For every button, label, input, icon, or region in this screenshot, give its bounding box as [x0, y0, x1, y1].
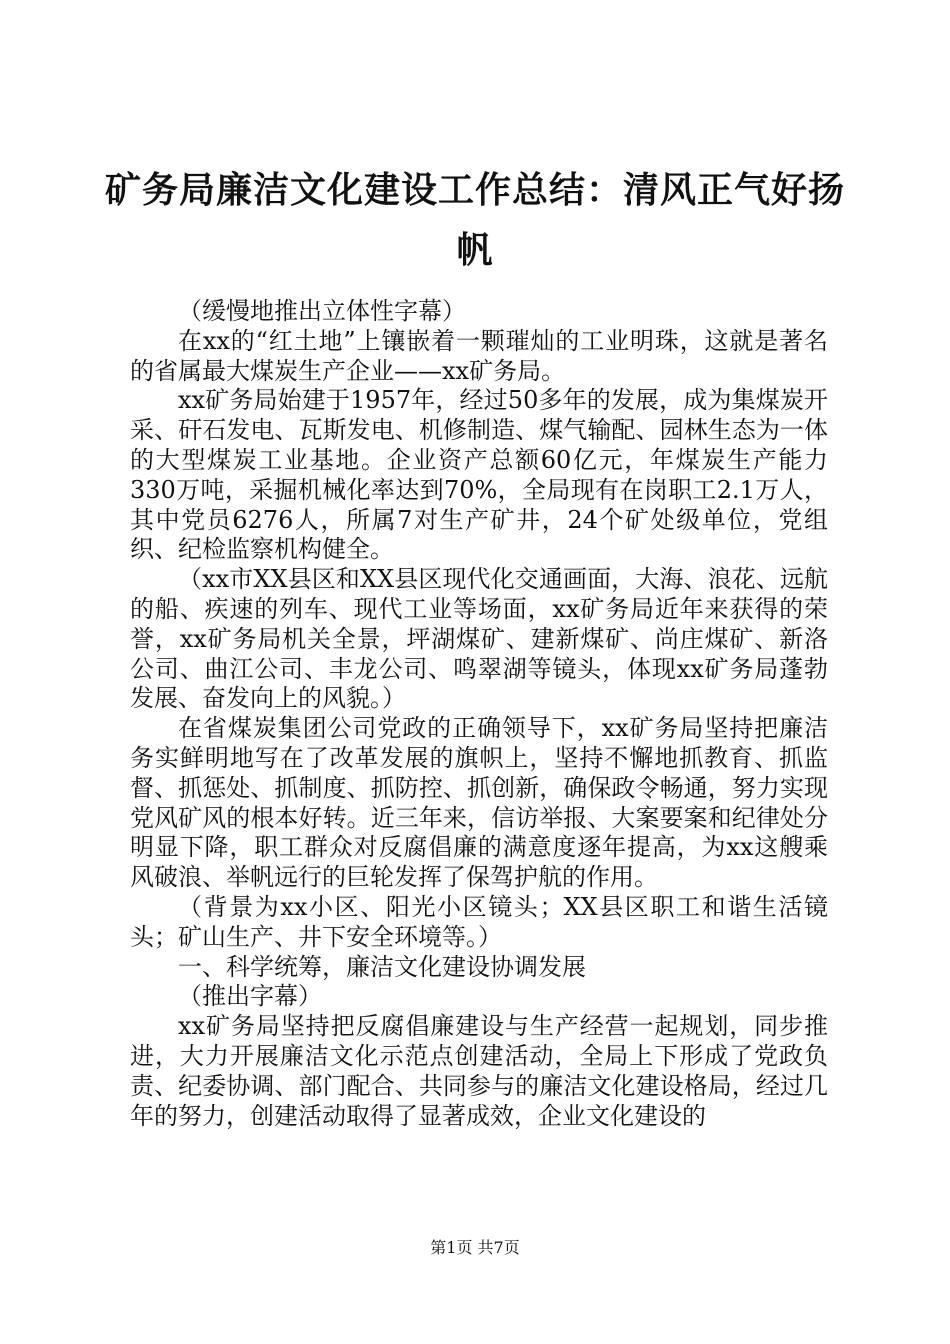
paragraph-planning: xx矿务局坚持把反腐倡廉建设与生产经营一起规划，同步推进，大力开展廉洁文化示范点创建活动，全局上下形成了党政负责、纪委协调、部门配合、共同参与的廉洁文化建设格局，经过几年的努力，创建活动取得了显著成效，企业文化建设的 [130, 1012, 828, 1130]
document-title: 矿务局廉洁文化建设工作总结：清风正气好扬帆 [104, 169, 845, 271]
paragraph-intro: 在xx的“红土地”上镶嵌着一颗璀灿的工业明珠，这就是著名的省属最大煤炭生产企业——xx矿务局。 [130, 326, 828, 385]
page-footer: 第1页 共7页 [430, 1238, 520, 1257]
paragraph-scene-residential: （背景为xx小区、阳光小区镜头；XX县区职工和谐生活镜头；矿山生产、井下安全环境等。） [130, 892, 828, 951]
paragraph-caption-intro: （缓慢地推出立体性字幕） [178, 297, 466, 325]
section-heading-1: 一、科学统筹，廉洁文化建设协调发展 [178, 952, 586, 981]
paragraph-caption-section: （推出字幕） [178, 982, 322, 1011]
paragraph-history: xx矿务局始建于1957年，经过50多年的发展，成为集煤炭开采、矸石发电、瓦斯发电、机修制造、煤气输配、园林生态为一体的大型煤炭工业基地。企业资产总额60亿元，年煤炭生产能力330万吨，采掘机械化率达到70%，全局现有在岗职工2.1万人，其中党员6276人，所属7对生产矿井，24个矿处级单位，党组织、纪检监察机构健全。 [130, 386, 828, 564]
paragraph-scene-transport: （xx市XX县区和XX县区现代化交通画面，大海、浪花、远航的船、疾速的列车、现代工业等场面，xx矿务局近年来获得的荣誉，xx矿务局机关全景，坪湖煤矿、建新煤矿、尚庄煤矿、新洛公司、曲江公司、丰龙公司、鸣翠湖等镜头，体现xx矿务局蓬勃发展、奋发向上的风貌。） [130, 565, 828, 713]
paragraph-leadership: 在省煤炭集团公司党政的正确领导下，xx矿务局坚持把廉洁务实鲜明地写在了改革发展的旗帜上，坚持不懈地抓教育、抓监督、抓惩处、抓制度、抓防控、抓创新，确保政令畅通，努力实现党风矿风的根本好转。近三年来，信访举报、大案要案和纪律处分明显下降，职工群众对反腐倡廉的满意度逐年提高，为xx这艘乘风破浪、举帆远行的巨轮发挥了保驾护航的作用。 [130, 714, 828, 892]
document-body [130, 297, 828, 1131]
